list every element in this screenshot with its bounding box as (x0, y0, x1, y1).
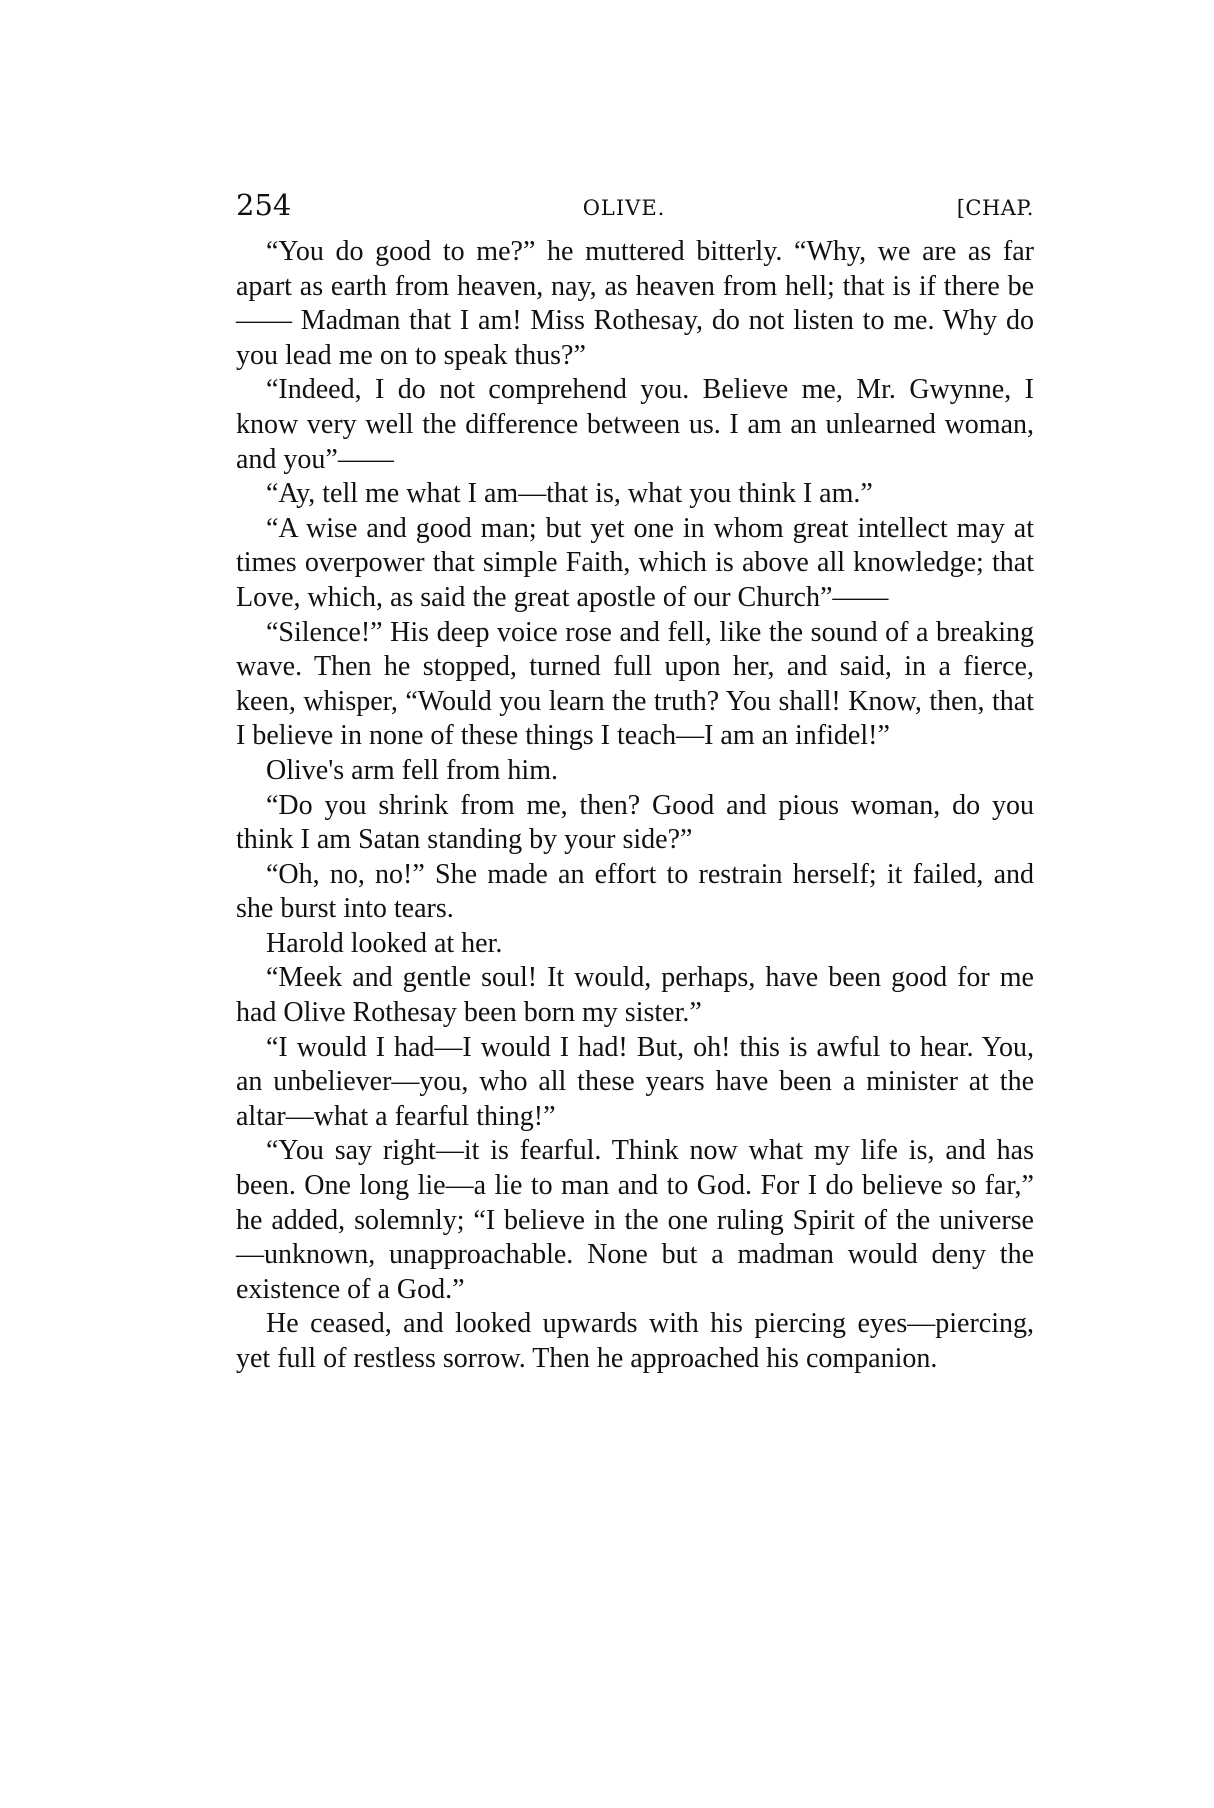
paragraph: Olive's arm fell from him. (266, 754, 558, 786)
paragraph: “Ay, tell me what I am—that is, what you think I am.” (266, 478, 873, 510)
paragraph: “A wise and good man; but yet one in whom great intellect may at times overpower that simple Faith, which is above all knowledge; that Love, which, as said the great apostle of our Church”—— (236, 512, 1034, 613)
paragraph: Harold looked at her. (266, 927, 503, 959)
running-header (236, 188, 1034, 225)
paragraph: “Meek and gentle soul! It would, perhaps, have been good for me had Olive Rothesay been born my sister.” (236, 962, 1034, 1029)
paragraph: “You say right—it is fearful. Think now what my life is, and has been. One long lie—a lie to man and to God. For I do believe so far,” he added, solemnly; “I believe in the one ruling Spirit of the universe—unknown, unapproachable. None but a madman would deny the existence of a God.” (236, 1135, 1034, 1305)
paragraph: “Silence!” His deep voice rose and fell, like the sound of a breaking wave. Then he stopped, turned full upon her, and said, in a fierce, keen, whisper, “Would you learn the truth? You shall! Know, then, that I believe in none of these things I teach—I am an infidel!” (236, 616, 1034, 752)
paragraph: “Do you shrink from me, then? Good and pious woman, do you think I am Satan standing by your side?” (236, 789, 1034, 856)
paragraph: He ceased, and looked upwards with his piercing eyes—piercing, yet full of restless sorrow. Then he approached his companion. (236, 1308, 1034, 1374)
book-page (236, 188, 1034, 1377)
paragraph: “You do good to me?” he muttered bitterly. “Why, we are as far apart as earth from heaven, nay, as heaven from hell; that is if there be —— Madman that I am! Miss Rothesay, do not listen to me. Why do you lead me on to speak thus?” (236, 236, 1034, 371)
running-title: OLIVE. (582, 196, 666, 220)
chapter-mark: [CHAP. (956, 196, 1034, 220)
page-body (236, 235, 1034, 1377)
page-number: 254 (236, 188, 292, 222)
paragraph: “Oh, no, no!” She made an effort to restrain herself; it failed, and she burst into tears. (236, 858, 1034, 925)
paragraph: “Indeed, I do not comprehend you. Believe me, Mr. Gwynne, I know very well the difference between us. I am an unlearned woman, and you”—— (236, 374, 1034, 475)
paragraph: “I would I had—I would I had! But, oh! this is awful to hear. You, an unbeliever—you, who all these years have been a minister at the altar—what a fearful thing!” (236, 1031, 1034, 1132)
